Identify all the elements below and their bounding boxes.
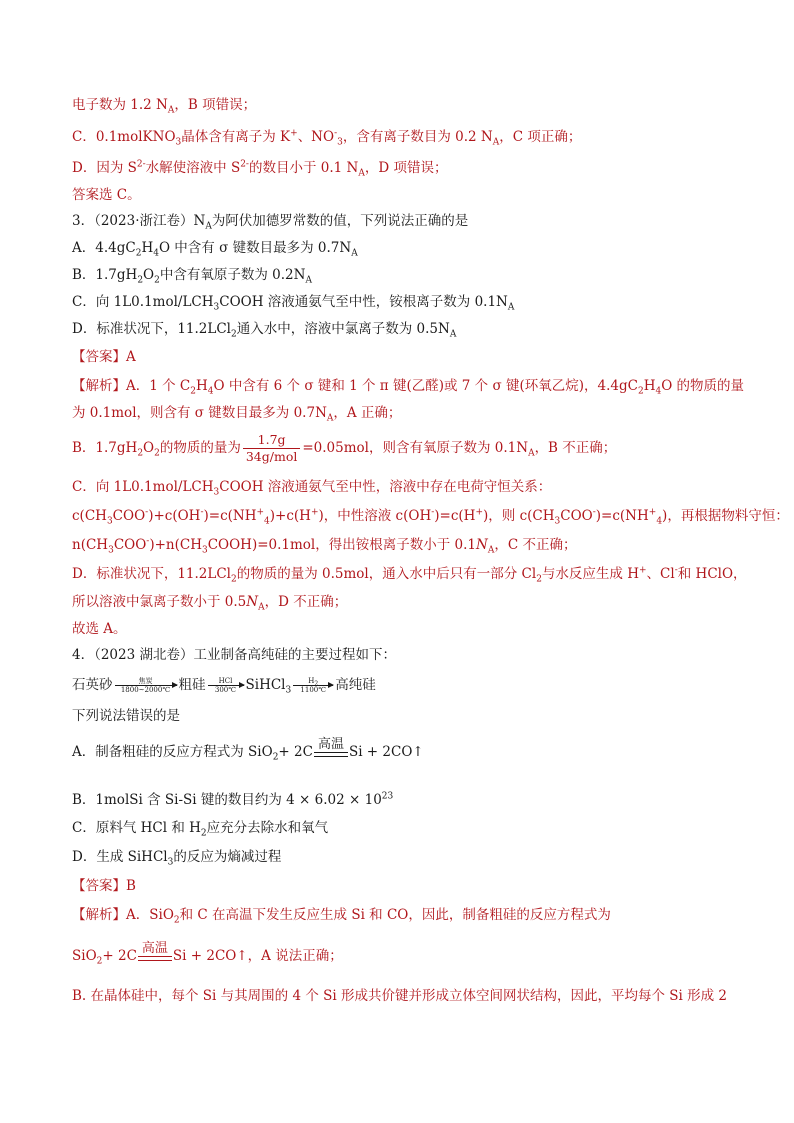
reaction-arrow — [293, 677, 333, 694]
text: A．4.4gC — [72, 240, 136, 256]
text: B．1.7gH — [72, 267, 138, 283]
explanation-4-line-3 — [72, 987, 754, 1005]
text: 3．（2023·浙江卷）N — [72, 213, 206, 229]
fraction — [243, 432, 301, 465]
equation-equals — [138, 942, 172, 971]
subscript: 4 — [153, 248, 159, 259]
question-4-option-b — [72, 791, 754, 809]
text: 水解使溶液中 S — [145, 160, 241, 176]
subscript: A — [449, 329, 457, 340]
superscript: - — [146, 536, 150, 547]
superscript: + — [475, 507, 484, 518]
text: + 2C — [278, 744, 313, 760]
text: 应充分去除水和氧气 — [206, 820, 329, 836]
subscript: 3 — [213, 487, 220, 498]
subscript: 2 — [637, 386, 644, 397]
reaction-arrow — [115, 677, 177, 694]
text: 的物质的量为 — [159, 440, 241, 456]
arrow-top-label: HCl — [218, 677, 233, 685]
text: C．原料气 HCl 和 H — [72, 820, 201, 836]
text: =0.05mol，则含有氧原子数为 0.1N — [302, 440, 529, 456]
question-4-option-d — [72, 848, 754, 866]
text: D．标准状况下，11.2LCl — [72, 566, 231, 582]
text: )=c(NH — [203, 508, 257, 524]
text: A．SiO — [126, 907, 174, 923]
explanation-3-line-5 — [72, 507, 789, 527]
subscript: 3 — [175, 137, 182, 148]
subscript: 2 — [231, 329, 237, 340]
text: A．制备粗硅的反应方程式为 SiO — [72, 744, 273, 760]
subscript: 2 — [154, 275, 160, 286]
explanation-3-line-3 — [72, 432, 754, 465]
text: )=c(H — [434, 508, 476, 524]
text: COO — [112, 508, 146, 524]
superscript: + — [310, 507, 319, 518]
subscript: A — [358, 168, 365, 179]
text-line — [72, 159, 754, 177]
subscript: 3 — [201, 545, 208, 556]
text: 和 HClO， — [677, 566, 747, 582]
equation-equals — [314, 738, 348, 767]
subscript: A — [205, 221, 212, 232]
subscript: A — [326, 413, 334, 424]
text: COOH 溶液通氨气至中性，溶液中存在电荷守恒关系： — [219, 479, 552, 495]
answer-value: A — [126, 349, 136, 365]
text: Si + 2CO↑ — [348, 744, 424, 760]
italic-n: N — [246, 594, 259, 610]
subscript: A — [528, 448, 535, 459]
flow-step: 高纯硅 — [335, 677, 376, 693]
text: D．生成 SiHCl — [72, 849, 168, 865]
text: 、NO — [297, 129, 335, 145]
arrow-icon — [293, 685, 333, 686]
question-3-option-b — [72, 266, 754, 284]
subscript: 2 — [272, 752, 279, 763]
answer-4 — [72, 877, 754, 895]
text: 的数目小于 0.1 N — [248, 160, 359, 176]
subscript: 3 — [285, 685, 292, 696]
text: + 2C — [102, 948, 137, 964]
superscript: + — [256, 507, 265, 518]
text: )+c(H — [269, 508, 311, 524]
explanation-3-line-9 — [72, 620, 754, 638]
text: A．1 个 C — [126, 378, 191, 394]
text: )+n(CH — [149, 537, 202, 553]
fraction-denominator: 34g/mol — [245, 449, 298, 464]
text: 、Cl — [646, 566, 675, 582]
subscript: A — [258, 602, 265, 613]
text: n(CH — [72, 537, 109, 553]
text: O 中含有 σ 键数目最多为 0.7N — [158, 240, 352, 256]
subscript: A — [351, 248, 358, 259]
reaction-condition: 高温 — [317, 737, 344, 752]
text: C．0.1molKNO — [72, 129, 176, 145]
explanation-3-line-4 — [72, 478, 754, 496]
text: COO — [113, 537, 147, 553]
subscript: 4 — [655, 386, 662, 397]
text: D．因为 S — [72, 160, 137, 176]
text: ，C 不正确； — [494, 537, 577, 553]
text: 和 C 在高温下发生反应生成 Si 和 CO，因此，制备粗硅的反应方程式为 — [179, 907, 611, 923]
explanation-4-line-2 — [72, 942, 754, 971]
text: 答案选 C。 — [72, 187, 141, 203]
subscript: A — [305, 275, 312, 286]
text: 4．（2023 湖北卷）工业制备高纯硅的主要过程如下： — [72, 647, 396, 663]
text: H — [141, 240, 154, 256]
question-3-stem — [72, 212, 754, 230]
subscript: 2 — [154, 448, 160, 459]
subscript: 2 — [314, 680, 319, 688]
subscript: 2 — [536, 574, 542, 585]
flow-step: 石英砂 — [72, 677, 113, 693]
subscript: 2 — [231, 574, 237, 585]
text: )，中性溶液 c(OH — [318, 508, 432, 524]
text-line — [72, 128, 754, 146]
superscript: - — [592, 507, 596, 518]
text: )，则 c(CH — [483, 508, 555, 524]
question-3-option-d — [72, 320, 754, 338]
text: 与水反应生成 H — [541, 566, 639, 582]
subscript: A — [492, 137, 500, 148]
answer-value: B — [126, 878, 136, 894]
subscript: 3 — [213, 302, 220, 313]
spacer — [314, 757, 348, 767]
superscript: + — [648, 507, 657, 518]
text: 的物质的量为 0.5mol，通入水中后只有一部分 Cl — [236, 566, 537, 582]
text: Si + 2CO↑ — [172, 948, 248, 964]
question-4-stem — [72, 646, 754, 664]
text: c(CH — [72, 508, 107, 524]
explanation-3-line-2 — [72, 404, 754, 422]
subscript: 3 — [108, 545, 114, 556]
superscript: - — [334, 128, 338, 139]
text: )，再根据物料守恒： — [662, 508, 789, 524]
reaction-arrow — [208, 677, 244, 694]
text: 晶体含有离子为 K — [181, 129, 291, 145]
explanation-3-line-1 — [72, 377, 754, 395]
superscript: - — [431, 507, 435, 518]
text: COOH)=0.1mol，得出铵根离子数小于 0.1 — [207, 537, 477, 553]
text: )+c(OH — [148, 508, 201, 524]
subscript: 2 — [190, 386, 196, 397]
text: 为 0.1mol，则含有 σ 键数目最多为 0.7N — [72, 405, 327, 421]
subscript: 3 — [106, 516, 113, 527]
text: ，C 项正确； — [499, 129, 582, 145]
text: ，A 正确； — [333, 405, 402, 421]
arrow-top-label — [293, 677, 333, 688]
text: B. 在晶体硅中，每个 Si 与其周围的 4 个 Si 形成共价键并形成立体空间网状结构，因此，平均每个 Si 形成 2 — [72, 988, 727, 1004]
text: H — [308, 677, 315, 685]
text-line — [72, 96, 754, 114]
text: 所以溶液中氯离子数小于 0.5 — [72, 594, 247, 610]
subscript: 4 — [207, 386, 214, 397]
arrow-bottom-label: 1800~2000℃ — [120, 686, 171, 694]
text: O — [143, 267, 155, 283]
text-line — [72, 186, 754, 204]
text: ，A 说法正确； — [247, 948, 343, 964]
text: COO — [560, 508, 593, 524]
text: O — [143, 440, 155, 456]
process-flow — [72, 676, 754, 694]
subscript: 2 — [96, 956, 103, 967]
explanation-label: 【解析】 — [72, 907, 126, 923]
question-4-option-a — [72, 738, 754, 767]
text: B．1molSi 含 Si-Si 键的数目约为 4 × 6.02 × 10 — [72, 792, 382, 808]
superscript: 2- — [240, 159, 249, 170]
text: ，B 项错误； — [174, 97, 257, 113]
text: 通入水中，溶液中氯离子数为 0.5N — [236, 321, 450, 337]
italic-n: N — [476, 537, 488, 553]
subscript: 4 — [656, 516, 663, 527]
explanation-label: 【解析】 — [72, 378, 126, 394]
question-3-option-c — [72, 293, 754, 311]
text: ，含有离子数目为 0.2 N — [342, 129, 493, 145]
superscript: 23 — [381, 791, 394, 802]
text: C．向 1L0.1mol/LCH — [72, 294, 214, 310]
answer-3 — [72, 348, 754, 366]
text: 为阿伏加德罗常数的值，下列说法正确的是 — [211, 213, 469, 229]
text: H — [643, 378, 656, 394]
subscript: 2 — [173, 915, 180, 926]
text: 电子数为 1.2 N — [72, 97, 168, 113]
subscript: 2 — [200, 828, 207, 839]
text: ，D 项错误； — [364, 160, 448, 176]
text: C．向 1L0.1mol/LCH — [72, 479, 214, 495]
text: D．标准状况下，11.2LCl — [72, 321, 231, 337]
text: 中含有氧原子数为 0.2N — [159, 267, 306, 283]
text: 故选 A。 — [72, 621, 127, 637]
text: 下列说法错误的是 — [72, 708, 180, 724]
flow-step: 粗硅 — [178, 677, 206, 693]
text: COOH 溶液通氨气至中性，铵根离子数为 0.1N — [219, 294, 508, 310]
text: O 的物质的量 — [661, 378, 745, 394]
text: ，D 不正确； — [264, 594, 348, 610]
subscript: 2 — [135, 248, 142, 259]
text: )=c(NH — [595, 508, 649, 524]
subscript: A — [507, 302, 515, 313]
subscript: 2 — [137, 275, 144, 286]
text: 的反应为熵减过程 — [173, 849, 282, 865]
arrow-icon — [208, 685, 244, 686]
explanation-3-line-8 — [72, 593, 754, 611]
text: ，B 不正确； — [534, 440, 617, 456]
text: O 中含有 6 个 σ 键和 1 个 π 键(乙醛)或 7 个 σ 键(环氧乙烷)，4.4gC — [213, 378, 638, 394]
reaction-condition: 高温 — [141, 941, 168, 956]
text: H — [196, 378, 208, 394]
subscript: A — [167, 105, 175, 116]
explanation-3-line-6 — [72, 536, 754, 554]
flow-step: SiHCl — [245, 677, 286, 693]
subscript: 3 — [337, 137, 343, 148]
superscript: - — [674, 565, 678, 576]
superscript: - — [200, 507, 204, 518]
text: SiO — [72, 948, 97, 964]
question-4-prompt — [72, 707, 754, 725]
arrow-icon — [115, 685, 177, 686]
text: B．1.7gH — [72, 440, 138, 456]
question-3-option-a — [72, 239, 754, 257]
superscript: + — [639, 565, 647, 576]
arrow-top-label: 焦炭 — [138, 677, 153, 685]
subscript: 3 — [554, 516, 561, 527]
fraction-numerator: 1.7g — [243, 432, 301, 449]
subscript: A — [487, 545, 495, 556]
subscript: 4 — [264, 516, 270, 527]
answer-label: 【答案】 — [72, 349, 126, 365]
superscript: - — [145, 507, 149, 518]
explanation-3-line-7 — [72, 565, 754, 583]
superscript: + — [290, 128, 298, 139]
spacer — [138, 961, 172, 971]
subscript: 2 — [137, 448, 144, 459]
answer-label: 【答案】 — [72, 878, 126, 894]
superscript: 2- — [136, 159, 146, 170]
arrow-bottom-label: 300℃ — [214, 686, 237, 694]
question-4-option-c — [72, 819, 754, 837]
explanation-4-line-1 — [72, 906, 754, 924]
subscript: 3 — [167, 857, 174, 868]
arrow-bottom-label: 1100℃ — [300, 686, 327, 694]
